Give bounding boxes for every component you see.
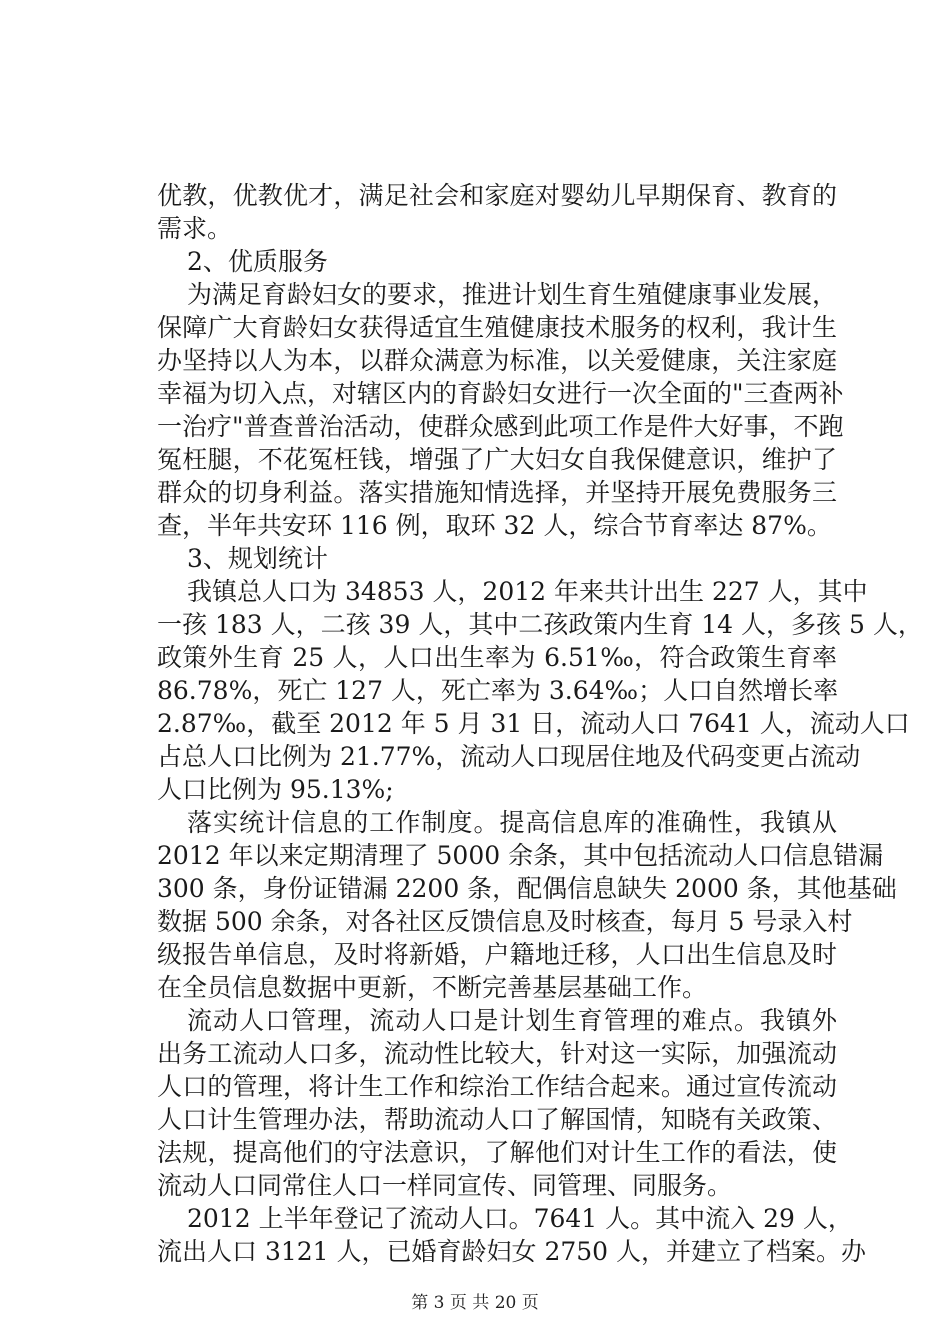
paragraph-first-line: 流动人口管理，流动人口是计划生育管理的难点。我镇外 [187,1006,837,1035]
paragraph-first-line: 2012 上半年登记了流动人口。7641 人。其中流入 29 人， [187,1204,853,1233]
text-line: 冤枉腿，不花冤枉钱，增强了广大妇女自我保健意识，维护了 [157,445,837,474]
section-heading: 3、规划统计 [187,544,328,573]
text-line: 数据 500 余条，对各社区反馈信息及时核查，每月 5 号录入村 [157,907,853,936]
text-line: 出务工流动人口多，流动性比较大，针对这一实际，加强流动 [157,1039,837,1068]
text-line: 占总人口比例为 21.77%，流动人口现居住地及代码变更占流动 [157,742,861,771]
text-line: 幸福为切入点，对辖区内的育龄妇女进行一次全面的"三查两补 [157,379,844,408]
text-line: 一孩 183 人，二孩 39 人，其中二孩政策内生育 14 人，多孩 5 人， [157,610,923,639]
text-line: 优教，优教优才，满足社会和家庭对婴幼儿早期保育、教育的 [157,181,837,210]
section-heading: 2、优质服务 [187,247,328,276]
text-line: 保障广大育龄妇女获得适宜生殖健康技术服务的权利，我计生 [157,313,837,342]
text-line: 法规，提高他们的守法意识，了解他们对计生工作的看法，使 [157,1138,837,1167]
text-line: 人口比例为 95.13%; [157,775,394,804]
paragraph-first-line: 落实统计信息的工作制度。提高信息库的准确性，我镇从 [187,808,837,837]
paragraph-first-line: 我镇总人口为 34853 人，2012 年来共计出生 227 人，其中 [187,577,868,606]
text-line: 办坚持以人为本，以群众满意为标准，以关爱健康，关注家庭 [157,346,837,375]
text-line: 需求。 [157,214,233,243]
text-line: 群众的切身利益。落实措施知情选择，并坚持开展免费服务三 [157,478,837,507]
text-line: 2.87‰，截至 2012 年 5 月 31 日，流动人口 7641 人，流动人口 [157,709,910,738]
page-number-footer: 第 3 页 共 20 页 [411,1293,539,1313]
text-line: 300 条，身份证错漏 2200 条，配偶信息缺失 2000 条，其他基础 [157,874,897,903]
paragraph-first-line: 为满足育龄妇女的要求，推进计划生育生殖健康事业发展， [187,280,838,309]
text-line: 流动人口同常住人口一样同宣传、同管理、同服务。 [157,1171,733,1200]
text-line: 政策外生育 25 人，人口出生率为 6.51‰，符合政策生育率 [157,643,837,672]
text-line: 2012 年以来定期清理了 5000 余条，其中包括流动人口信息错漏 [157,841,884,870]
text-line: 一治疗"普查普治活动，使群众感到此项工作是件大好事，不跑 [157,412,844,441]
text-line: 人口的管理，将计生工作和综治工作结合起来。通过宣传流动 [157,1072,837,1101]
text-line: 查，半年共安环 116 例，取环 32 人，综合节育率达 87%。 [157,511,832,540]
text-line: 人口计生管理办法，帮助流动人口了解国情，知晓有关政策、 [157,1105,837,1134]
text-line: 流出人口 3121 人，已婚育龄妇女 2750 人，并建立了档案。办 [157,1237,867,1266]
text-line: 86.78%，死亡 127 人，死亡率为 3.64‰；人口自然增长率 [157,676,839,705]
text-line: 在全员信息数据中更新，不断完善基层基础工作。 [157,973,708,1002]
text-line: 级报告单信息，及时将新婚，户籍地迁移，人口出生信息及时 [157,940,837,969]
